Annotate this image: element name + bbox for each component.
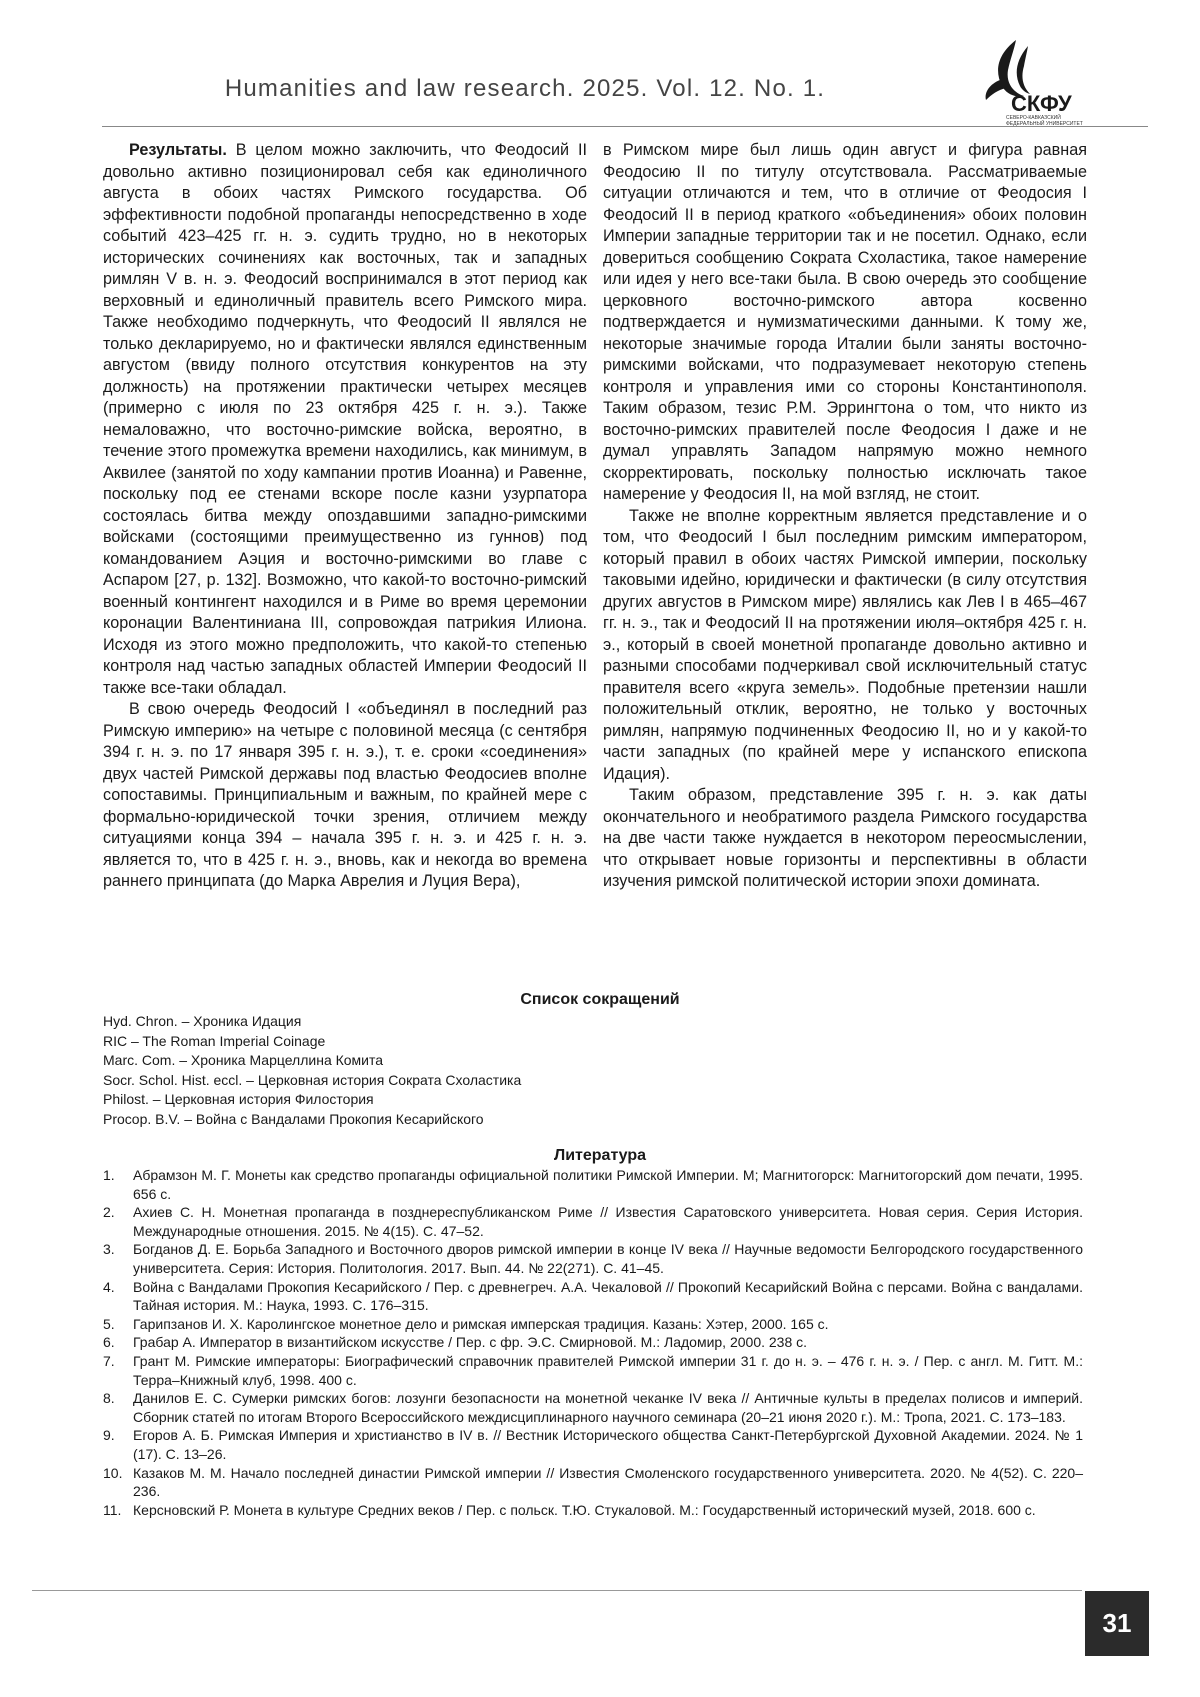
reference-text: Гарипзанов И. Х. Каролингское монетное дело и римская имперская традиция. Казань: Хэтер, 2000. 165 с. — [133, 1315, 829, 1332]
reference-number: 1. — [103, 1167, 115, 1183]
literature-title: Литература — [553, 1147, 647, 1164]
abbreviation-item: RIC – The Roman Imperial Coinage — [103, 1032, 326, 1049]
reference-number: 8. — [103, 1390, 115, 1407]
paragraph-5: Таким образом, представление 395 г. н. э. как даты окончательного и необратимого раздела Римского государства на две части также нуждается в некотором переосмыслении, что открывает новые горизонты и перспективны в области изучения римской политической истории эпохи домината. — [603, 786, 1087, 890]
skfu-logo — [976, 36, 1088, 126]
reference-number: 4. — [103, 1278, 115, 1295]
abbreviation-item: Socr. Schol. Hist. eccl. – Церковная история Сократа Схоластика — [103, 1071, 522, 1088]
reference-number: 7. — [103, 1352, 115, 1369]
footer-divider — [32, 1590, 1082, 1591]
reference-item — [103, 1352, 1083, 1389]
reference-item — [103, 1240, 1083, 1277]
reference-text: Богданов Д. Е. Борьба Западного и Восточного дворов римской империи в конце IV века // Научные ведомости Белгородского государственного университета. Серия: История. Политология. 2017. Вып. 44. № 22(271). С. 41–45. — [133, 1241, 1083, 1276]
reference-number: 9. — [103, 1427, 115, 1444]
reference-item — [103, 1203, 1083, 1240]
results-text: В целом можно заключить, что Феодосий II довольно активно позиционировал себя как единоличного августа в обоих частях Римского государства. Об эффективности подобной пропаганды непосредственно в ходе событий 423–425 гг. н. э. судить трудно, но в некоторых исторических сочинениях как восточных, так и западных римлян V в. н. э. Феодосий воспринимался в этот период как верховный и единоличный правитель всего Римского мира. Также необходимо подчеркнуть, что Феодосий II являлся не только декларируемо, но и фактически являлся единственным августом (ввиду полного отсутствия конкурентов на эту должность) на протяжении практически четырех месяцев (примерно с июля по 23 октября 425 г. н. э.). Также немаловажно, что восточно-римские войска, вероятно, в течение этого промежутка времени находились, как минимум, в Аквилее (занятой по ходу кампании против Иоанна) и Равенне, поскольку под ее стенами вскоре после казни узурпатора состоялась битва между опоздавшими западно-римскими войсками (состоящими преимущественно из гуннов) под командованием Аэция и восточно-римскими во главе с Аспаром [27, р. 132]. Возможно, что какой-то восточно-римский военный контингент находился и в Риме во время церемонии коронации Валентиниана III, сопровождая патриkия Илиона. Исходя из этого можно предположить, что какой-то степенью контроля над частью западных областей Империи Феодосий II также все-таки обладал. — [103, 141, 587, 697]
reference-text: Грант М. Римские императоры: Биографический справочник правителей Римской империи 31 г. до н. э. – 476 г. н. э. / Пер. с англ. М. Гитт. М.: Терра–Книжный клуб, 1998. 400 с. — [133, 1352, 1083, 1388]
reference-text: Абрамзон М. Г. Монеты как средство пропаганды официальной политики Римской Империи. М; Магнитогорск: Магнитогорский дом печати, 1995. 656 с. — [133, 1167, 1083, 1202]
reference-item — [103, 1278, 1083, 1315]
paragraph-3: в Римском мире был лишь один август и фигура равная Феодосию II по титулу отсутствовала. Рассматриваемые ситуации отличаются и тем, что в отличие от Феодосия I Феодосий II в период краткого «объединения» обоих половин Империи западные территории так и не посетил. Однако, если довериться сообщению Сократа Схоластика, такое намерение или идея у него все-таки была. В свою очередь это сообщение церковного восточно-римского автора косвенно подтверждается и нумизматическими данными. К тому же, некоторые значимые города Италии были заняты восточно-римскими войсками, что подразумевает некоторую степень контроля и управления ими со стороны Константинополя. Таким образом, тезис Р.М. Эррингтона о том, что никто из восточно-римских правителей после Феодосия I даже и не думал управлять Западом напрямую можно немного скорректировать, поскольку полностью исключать такое намерение у Феодосия II, на мой взгляд, не стоит. — [603, 141, 1087, 503]
reference-item — [103, 1333, 1083, 1352]
reference-text: Керсновский Р. Монета в культуре Средних веков / Пер. с польск. Т.Ю. Стукаловой. М.: Государственный исторический музей, 2018. 600 с. — [133, 1501, 1036, 1518]
abbreviation-item: Philost. – Церковная история Филостория — [103, 1091, 374, 1107]
abbreviations-title: Список сокращений — [520, 991, 680, 1008]
reference-text: Егоров А. Б. Римская Империя и христианство в IV в. // Вестник Исторического общества Санкт-Петербургской Духовной Академии. 2024. № 1 (17). С. 13–26. — [133, 1427, 1083, 1462]
abbreviations-list — [103, 1012, 1003, 1129]
logo-subtitle-2: ФЕДЕРАЛЬНЫЙ УНИВЕРСИТЕТ — [1006, 121, 1083, 126]
reference-item — [103, 1389, 1083, 1426]
paragraph-2: В свою очередь Феодосий I «объединял в последний раз Римскую империю» на четыре с половиной месяца (с сентября 394 г. н. э. по 17 января 395 г. н. э.), т. е. сроки «соединения» двух частей Римской державы под властью Феодосиев вполне сопоставимы. Принципиальным и важным, по крайней мере с формально-юридической точки зрения, отличием между ситуациями конца 394 – начала 395 г. н. э. и 425 г. н. э. является то, что в 425 г. н. э., вновь, как и некогда во времена раннего принципата (до Марка Аврелия и Луция Вера), — [103, 700, 587, 890]
abbreviation-item: Hyd. Chron. – Хроника Идация — [103, 1013, 302, 1029]
reference-item — [103, 1166, 1083, 1203]
reference-item — [103, 1426, 1083, 1463]
reference-text: Война с Вандалами Прокопия Кесарийского / Пер. с древнегреч. А.А. Чекаловой // Прокопий Кесарийский Война с персами. Война с вандалами. Тайная история. М.: Наука, 1993. С. 176–315. — [133, 1278, 1083, 1314]
reference-text: Данилов Е. С. Сумерки римских богов: лозунги безопасности на монетной чеканке IV века // Античные культы в пределах полисов и империй. Сборник статей по итогам Второго Всероссийского междисциплинарного научного семинара (20–21 июня 2020 г.). М.: Тропа, 2021. С. 173–183. — [133, 1390, 1083, 1425]
page-number: 31 — [1085, 1591, 1149, 1656]
paragraph-4: Также не вполне корректным является представление и о том, что Феодосий I был последним римским императором, который правил в обоих частях Римской империи, поскольку таковыми идейно, юридически и фактически (в силу отсутствия других августов в Римском мире) являлись как Лев I в 465–467 гг. н. э., так и Феодосий II на протяжении июля–октября 425 г. н. э., который в своей монетной пропаганде довольно активно и разными способами подчеркивал свой исключительный статус правителя всего «круга земель». Подобные претензии нашли положительный отклик, вероятно, не только у восточных римлян, напрямую подчиненных Феодосию II, но и у какой-то части западных (по крайней мере у испанского епископа Идация). — [603, 506, 1087, 783]
reference-item — [103, 1315, 1083, 1334]
text-column-right — [603, 140, 1087, 893]
reference-text: Ахиев С. Н. Монетная пропаганда в позднереспубликанском Риме // Известия Саратовского университета. Новая серия. Серия История. Международные отношения. 2015. № 4(15). С. 47–52. — [133, 1204, 1083, 1239]
reference-number: 6. — [103, 1334, 115, 1351]
reference-item — [103, 1501, 1083, 1520]
text-column-left — [103, 140, 587, 893]
paragraph-results — [103, 140, 587, 699]
reference-text: Грабар А. Император в византийском искусстве / Пер. с фр. Э.С. Смирновой. М.: Ладомир, 2000. 238 с. — [133, 1334, 808, 1351]
reference-list — [103, 1166, 1083, 1519]
abbreviation-item: Procop. B.V. – Война с Вандалами Прокопия Кесарийского — [103, 1110, 484, 1127]
journal-header: Humanities and law research. 2025. Vol. 12. No. 1. — [224, 75, 826, 102]
abbreviation-item: Marc. Com. – Хроника Марцеллина Комита — [103, 1052, 384, 1068]
reference-item — [103, 1464, 1083, 1501]
reference-number: 11. — [103, 1501, 122, 1518]
logo-wordmark: СКФУ — [1011, 91, 1072, 116]
results-lead: Результаты. — [129, 141, 227, 159]
reference-number: 2. — [103, 1204, 115, 1221]
reference-text: Казаков М. М. Начало последней династии Римской империи // Известия Смоленского государственного университета. 2020. № 4(52). С. 220–236. — [133, 1464, 1083, 1500]
reference-number: 5. — [103, 1315, 115, 1332]
reference-number: 3. — [103, 1241, 115, 1258]
reference-number: 10. — [103, 1464, 123, 1481]
logo-subtitle-1: СЕВЕРО-КАВКАЗСКИЙ — [1006, 115, 1061, 121]
header-divider — [102, 126, 1148, 127]
